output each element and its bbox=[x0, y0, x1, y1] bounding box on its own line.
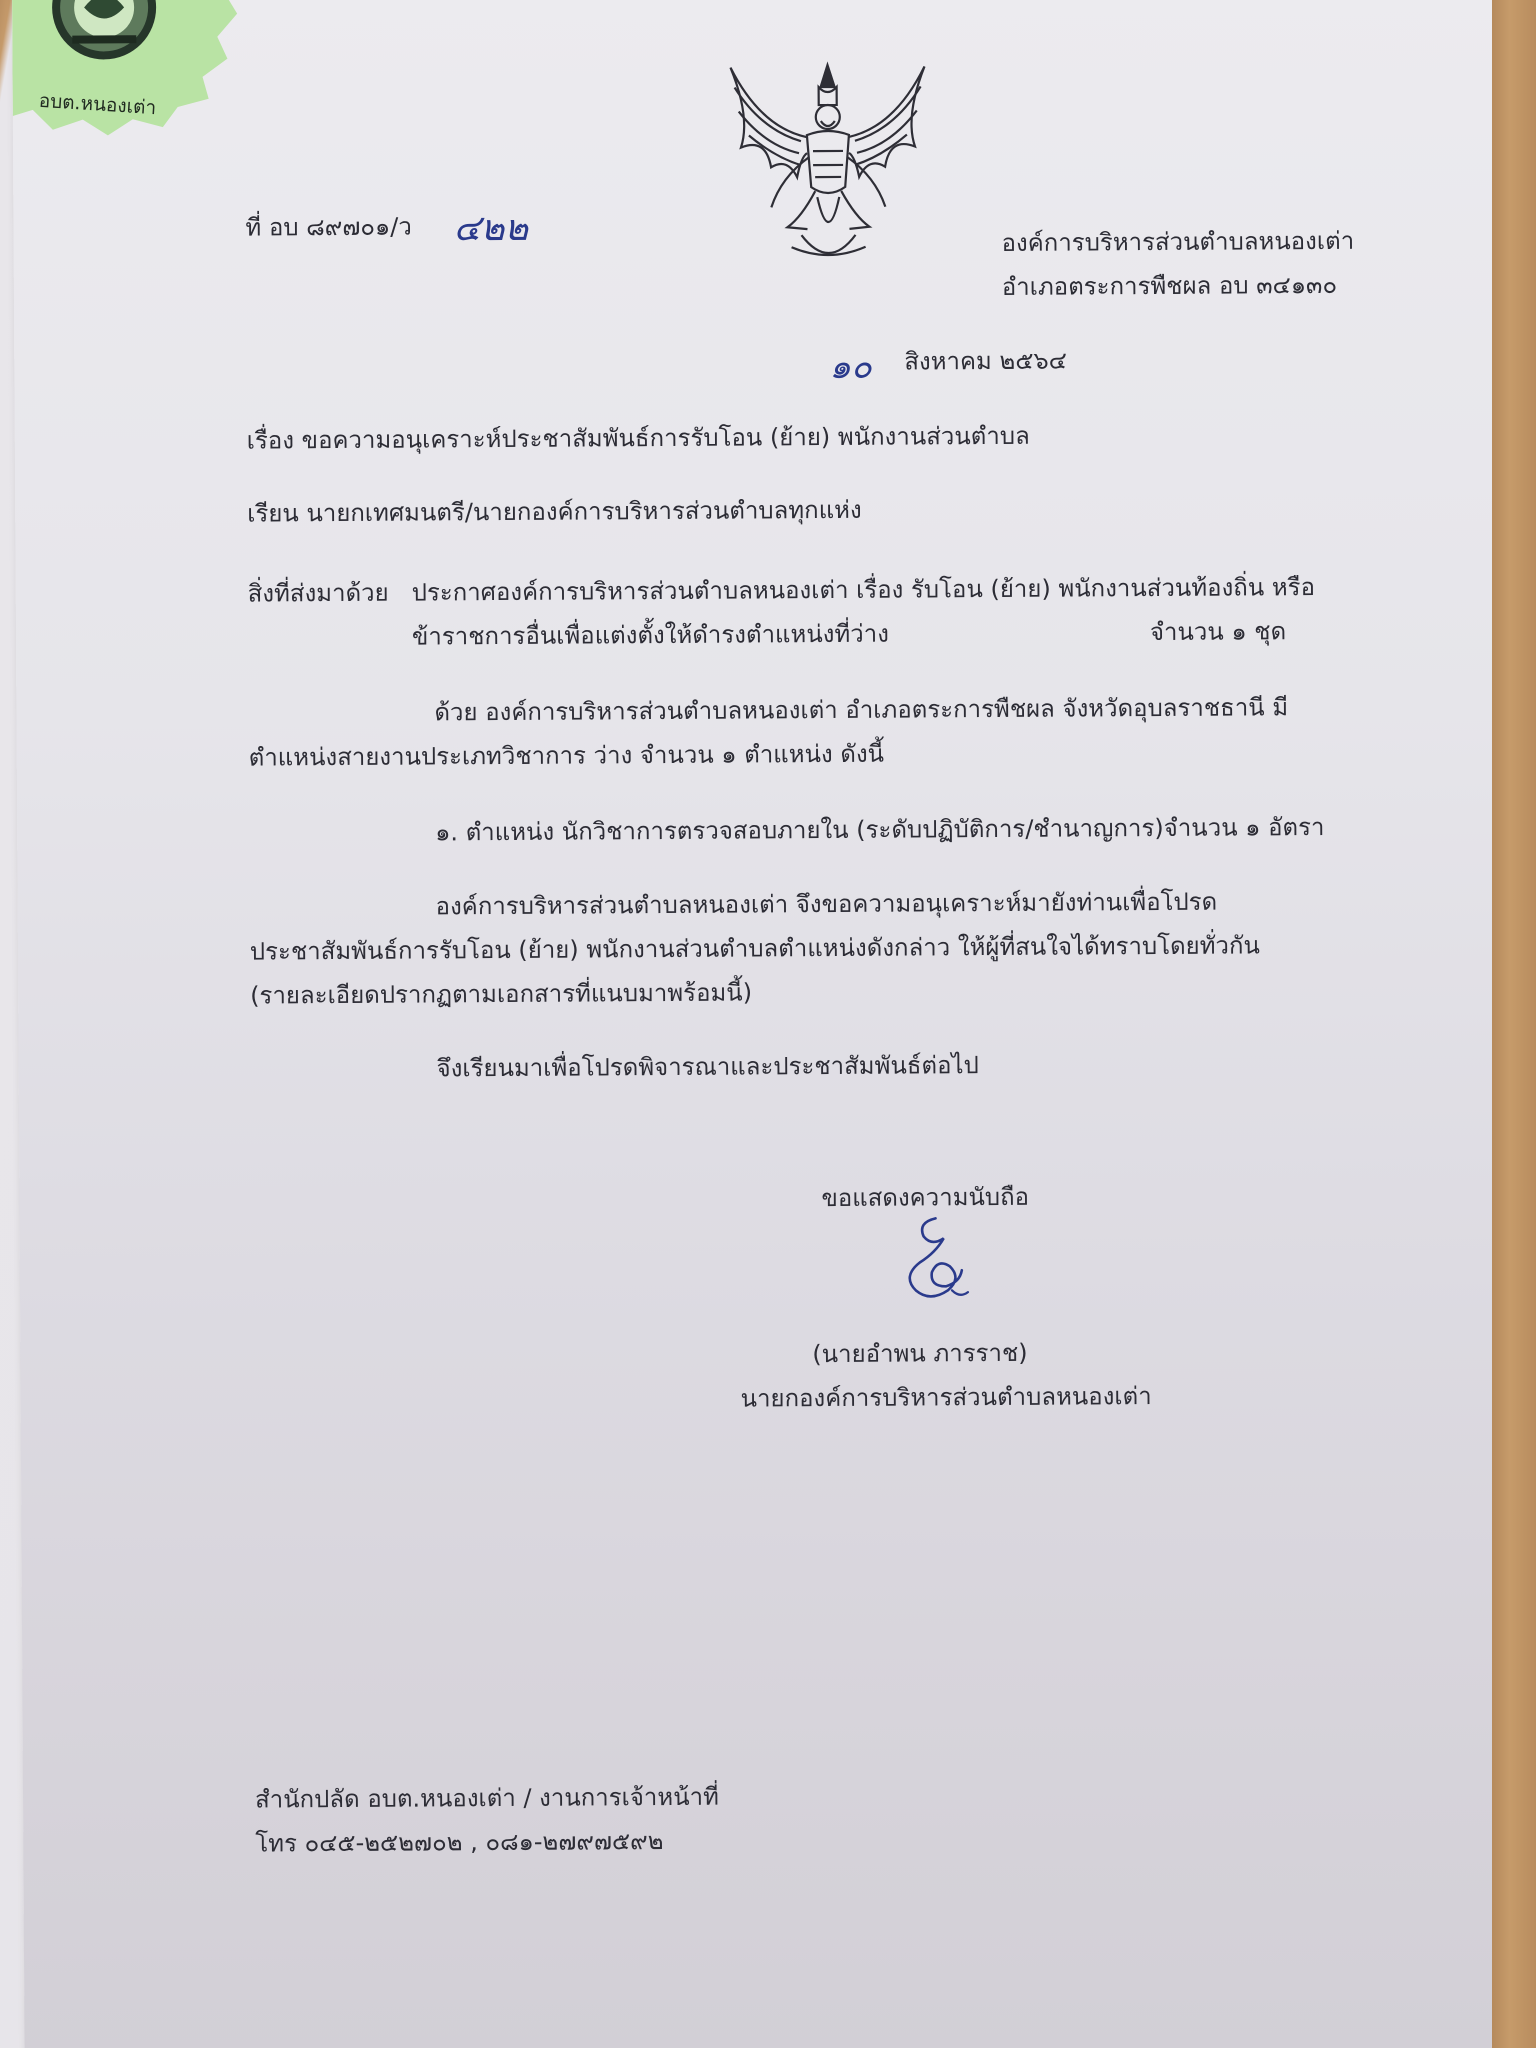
closing-request: จึงเรียนมาเพื่อโปรดพิจารณาและประชาสัมพันธ์ต่อไป bbox=[436, 1051, 979, 1083]
paragraph-2-line-2: ประชาสัมพันธ์การรับโอน (ย้าย) พนักงานส่วนตำบลตำแหน่งดังกล่าว ให้ผู้ที่สนใจได้ทราบโดยทั่วกัน bbox=[249, 931, 1261, 966]
enclosure-line-2: ข้าราชการอื่นเพื่อแต่งตั้งให้ดำรงตำแหน่งที่ว่าง bbox=[411, 619, 889, 651]
footer-phone: โทร ๐๔๕-๒๕๒๗๐๒ , ๐๘๑-๒๗๙๗๕๙๒ bbox=[255, 1827, 664, 1858]
handwritten-signature bbox=[895, 1212, 976, 1304]
paragraph-1-line-1: ด้วย องค์การบริหารส่วนตำบลหนองเต่า อำเภอตระการพืชผล จังหวัดอุบลราชธานี มี bbox=[434, 693, 1289, 727]
enclosure-line-1: ประกาศองค์การบริหารส่วนตำบลหนองเต่า เรื่อง รับโอน (ย้าย) พนักงานส่วนท้องถิ่น หรือ bbox=[411, 573, 1316, 607]
position-item: ๑. ตำแหน่ง นักวิชาการตรวจสอบภายใน (ระดับปฏิบัติการ/ชำนาญการ)จำนวน ๑ อัตรา bbox=[435, 812, 1325, 847]
enclosure-quantity: จำนวน ๑ ชุด bbox=[1149, 617, 1287, 647]
enclosure-label: สิ่งที่ส่งมาด้วย bbox=[247, 578, 389, 608]
document-number-handwritten: ๔๒๒ bbox=[453, 207, 529, 250]
org-address: อำเภอตระการพืชผล อบ ๓๔๑๓๐ bbox=[1001, 270, 1338, 301]
recipient-line: เรียน นายกเทศมนตรี/นายกองค์การบริหารส่วนตำบลทุกแห่ง bbox=[247, 495, 862, 528]
date-month-year: สิงหาคม ๒๕๖๔ bbox=[904, 346, 1067, 376]
paragraph-1-line-2: ตำแหน่งสายงานประเภทวิชาการ ว่าง จำนวน ๑ ตำแหน่ง ดังนี้ bbox=[248, 739, 885, 772]
subject-line: เรื่อง ขอความอนุเคราะห์ประชาสัมพันธ์การรับโอน (ย้าย) พนักงานส่วนตำบล bbox=[246, 421, 1030, 455]
org-name: องค์การบริหารส่วนตำบลหนองเต่า bbox=[1001, 226, 1355, 257]
table-edge bbox=[1492, 0, 1536, 2048]
paragraph-2-line-1: องค์การบริหารส่วนตำบลหนองเต่า จึงขอความอนุเคราะห์มายังท่านเพื่อโปรด bbox=[435, 887, 1218, 921]
garuda-emblem-icon bbox=[720, 56, 935, 272]
footer-office: สำนักปลัด อบต.หนองเต่า / งานการเจ้าหน้าที่ bbox=[254, 1782, 719, 1814]
date-day-handwritten: ๑๐ bbox=[829, 346, 872, 388]
document-number: ที่ อบ ๘๙๗๐๑/ว bbox=[245, 212, 412, 242]
salutation: ขอแสดงความนับถือ bbox=[821, 1182, 1030, 1213]
signer-name: (นายอำพน ภารราช) bbox=[812, 1338, 1028, 1369]
stamp-label: อบต.หนองเต่า bbox=[38, 89, 157, 120]
document-paper bbox=[12, 0, 1509, 2048]
paragraph-2-line-3: (รายละเอียดปรากฏตามเอกสารที่แนบมาพร้อมนี้) bbox=[250, 978, 753, 1010]
signer-title: นายกองค์การบริหารส่วนตำบลหนองเต่า bbox=[740, 1382, 1152, 1413]
